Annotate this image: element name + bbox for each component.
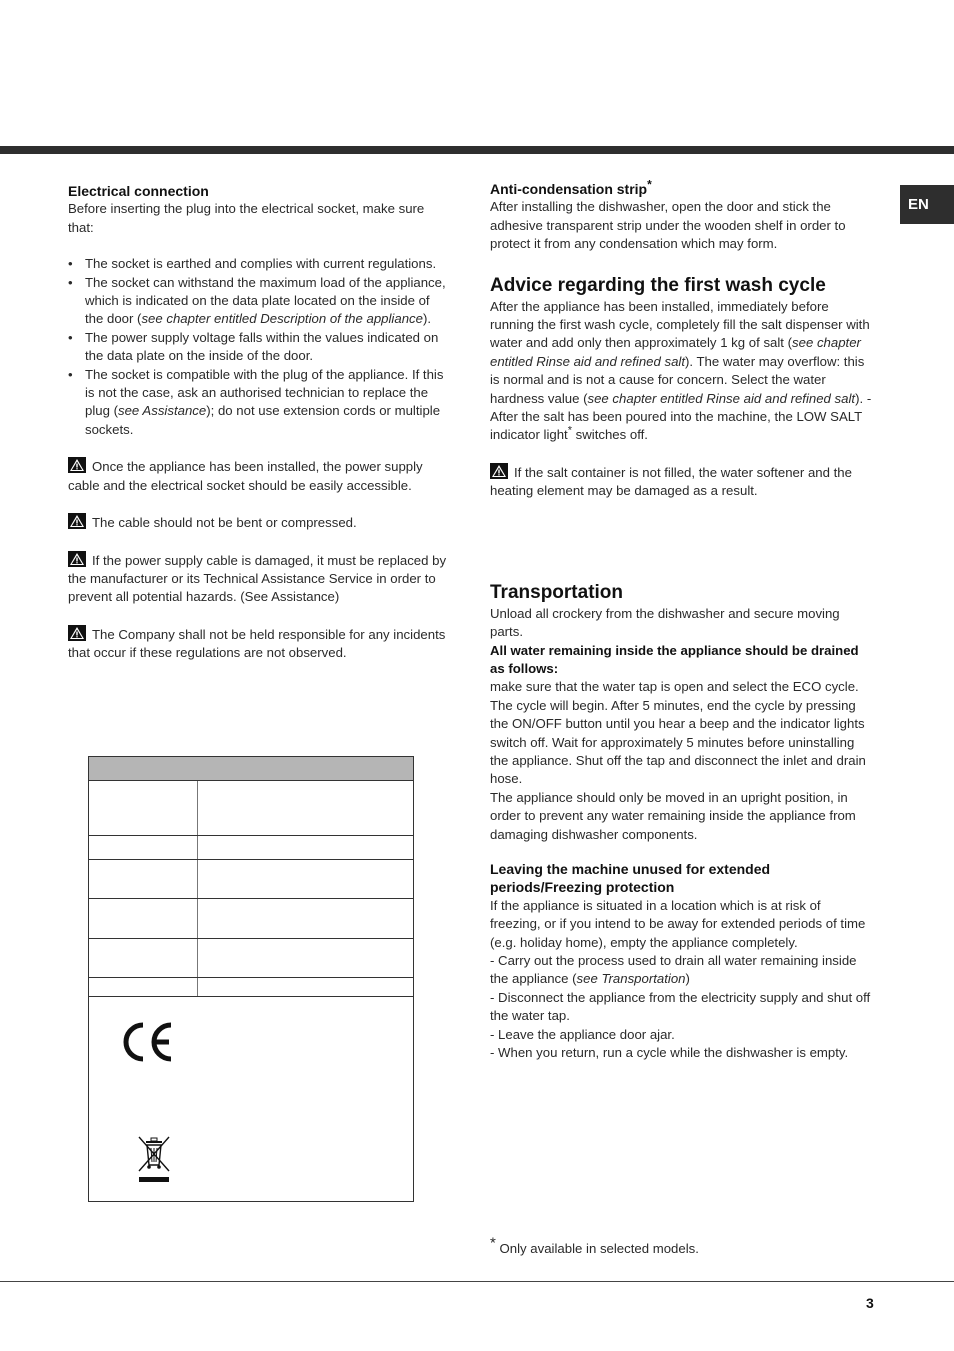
- unused-step-disconnect: - Disconnect the appliance from the electricity supply and shut off the water tap.: [490, 989, 871, 1024]
- footnote: * Only available in selected models.: [490, 1234, 699, 1256]
- warning-salt: If the salt container is not filled, the water softener and the heating element may be damaged as a result.: [490, 464, 852, 499]
- table-column-divider: [197, 781, 198, 997]
- warning-accessible: Once the appliance has been installed, the power supply cable and the electrical socket should be easily accessible.: [68, 459, 423, 493]
- transportation-bold-note: All water remaining inside the appliance should be drained as follows:: [490, 642, 859, 676]
- list-item: • The socket is earthed and complies with current regulations.: [68, 255, 450, 273]
- unused-step-return: - When you return, run a cycle while the dishwasher is empty.: [490, 1045, 849, 1061]
- ce-mark-icon: [121, 1021, 175, 1063]
- technical-data-table: [88, 756, 414, 1202]
- weee-bin-icon: [137, 1135, 171, 1183]
- unused-intro: If the appliance is situated in a location which is at risk of freezing, or if you intend to be away for extended periods of time (e.g. holiday home), empty the appliance completely.: [490, 897, 866, 950]
- left-column: [68, 182, 450, 663]
- anti-condensation-heading: Anti-condensation strip*: [490, 177, 652, 197]
- warning-triangle-icon: [68, 551, 86, 567]
- transportation-intro: Unload all crockery from the dishwasher and secure moving parts.: [490, 605, 840, 640]
- warning-cable-damaged: If the power supply cable is damaged, it must be replaced by the manufacturer or its Technical Assistance Service in order to prevent all potential hazards. (See Assistance): [68, 552, 447, 605]
- top-rule-bar: [0, 146, 954, 154]
- transportation-upright: The appliance should only be moved in an upright position, in order to prevent any water remaining inside the appliance from damaging dishwasher components.: [490, 789, 856, 842]
- table-row-divider: [89, 835, 413, 836]
- warning-cable-bend: The cable should not be bent or compressed.: [68, 513, 450, 532]
- anti-condensation-body: After installing the dishwasher, open the door and stick the adhesive transparent strip under the wooden shelf in order to protect it from any condensation which may form.: [490, 199, 846, 252]
- electrical-checklist: [68, 255, 450, 439]
- right-column: [490, 177, 872, 1062]
- table-row-divider: [89, 938, 413, 939]
- list-item: • The socket is compatible with the plug of the appliance. If this is not the case, ask an authorised technician to replace the plug (see Assistance); do not use extension cords or multiple sockets.: [68, 366, 450, 440]
- warning-liability: The Company shall not be held responsible for any incidents that occur if these regulations are not observed.: [68, 626, 446, 661]
- warning-triangle-icon: [490, 463, 508, 479]
- transportation-steps: make sure that the water tap is open and select the ECO cycle. The cycle will begin. After 5 minutes, end the cycle by pressing the ON/OFF button until you hear a beep and the indicator lights switch off. Wait for approximately 5 minutes before uninstalling the appliance. Shut off the tap and disconnect the inlet and drain hose.: [490, 679, 866, 787]
- list-item: • The power supply voltage falls within the values indicated on the data plate on the inside of the door.: [68, 329, 450, 366]
- electrical-intro: Before inserting the plug into the electrical socket, make sure that:: [68, 201, 425, 235]
- unused-freezing-heading: Leaving the machine unused for extended periods/Freezing protection: [490, 860, 771, 896]
- table-row-divider: [89, 977, 413, 978]
- table-header-row: [89, 757, 413, 781]
- unused-step-door: - Leave the appliance door ajar.: [490, 1026, 675, 1042]
- bottom-rule: [0, 1281, 954, 1282]
- warning-triangle-icon: [68, 625, 86, 641]
- first-wash-heading: Advice regarding the first wash cycle: [490, 274, 826, 296]
- transportation-heading: Transportation: [490, 581, 624, 603]
- language-tab: EN: [900, 185, 954, 224]
- unused-step-drain: - Carry out the process used to drain all water remaining inside the appliance (see Transportation): [490, 953, 857, 987]
- table-row-divider: [89, 859, 413, 860]
- table-row-divider: [89, 898, 413, 899]
- page-number: 3: [866, 1295, 874, 1311]
- list-item: • The socket can withstand the maximum load of the appliance, which is indicated on the data plate located on the inside of the door (see chapter entitled Description of the appliance).: [68, 274, 450, 329]
- warning-triangle-icon: [68, 457, 86, 473]
- warning-triangle-icon: [68, 513, 86, 529]
- table-row-divider: [89, 996, 413, 997]
- first-wash-body: After the appliance has been installed, immediately before running the first wash cycle, completely fill the salt dispenser with water and add only then approximately 1 kg of salt (see chapter entitled Rinse aid and refined salt). The water may overflow: this is normal and is not a cause for concern. Select the water hardness value (see chapter entitled Rinse aid and refined salt). - After the salt has been poured into the machine, the LOW SALT indicator light* switches off.: [490, 298, 872, 443]
- electrical-connection-heading: Electrical connection: [68, 183, 209, 199]
